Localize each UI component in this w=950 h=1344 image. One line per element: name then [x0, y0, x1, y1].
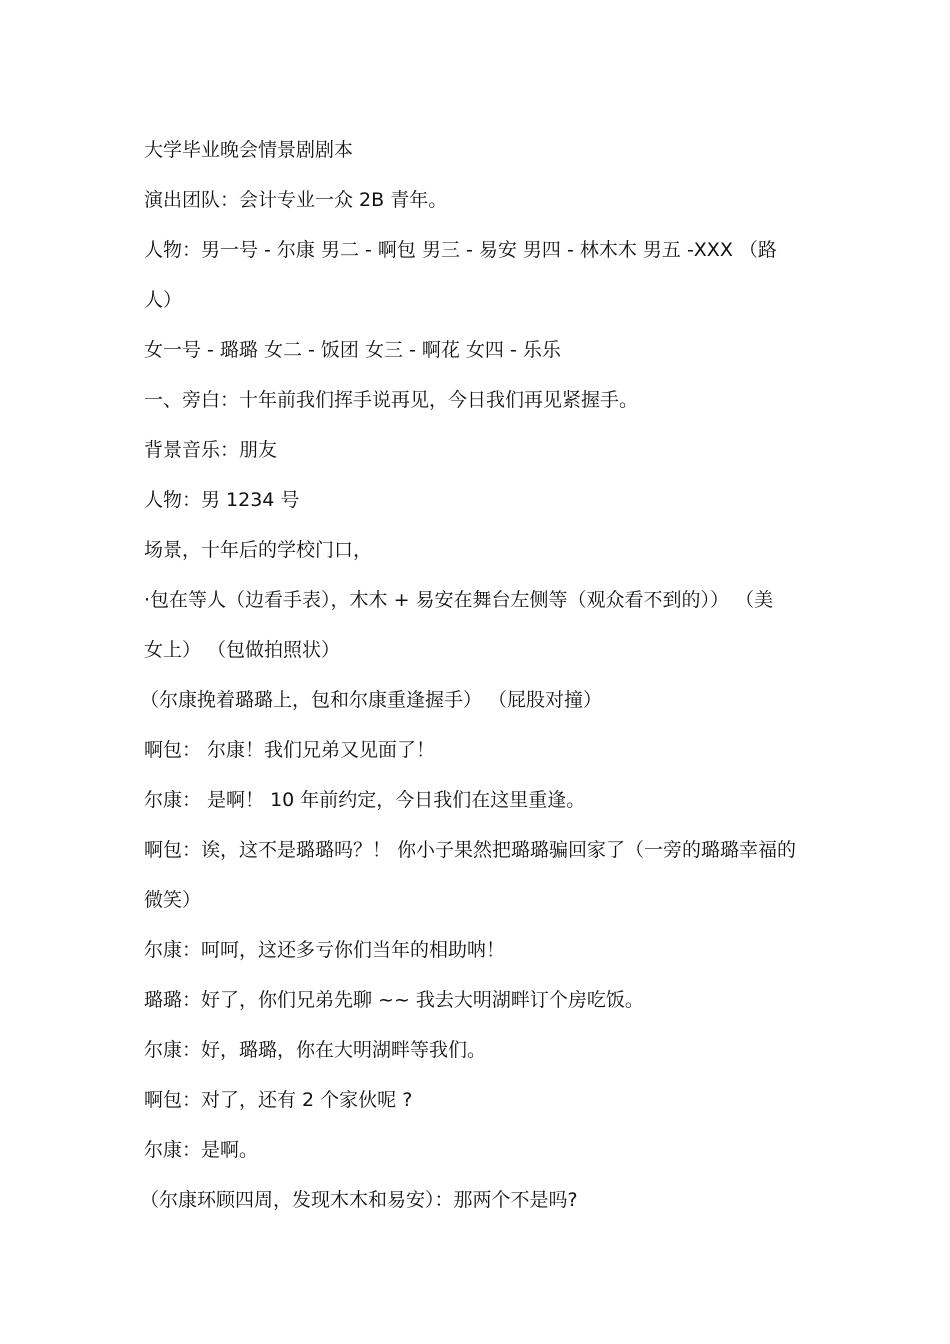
text-line-characters-male-cont: 人） [144, 289, 183, 311]
text-line-characters-male: 人物：男一号 - 尔康 男二 - 啊包 男三 - 易安 男四 - 林木木 男五 -XXX （路 [144, 239, 777, 261]
dialogue-line: 璐璐：好了，你们兄弟先聊 ~~ 我去大明湖畔订个房吃饭。 [144, 989, 644, 1011]
dialogue-line: 啊包： 尔康！我们兄弟又见面了！ [144, 739, 436, 761]
dialogue-line: 尔康：呵呵，这还多亏你们当年的相助呐！ [144, 939, 506, 961]
text-line-scene: 场景，十年后的学校门口， [144, 539, 373, 561]
dialogue-line: 尔康： 是啊！ 10 年前约定，今日我们在这里重逢。 [144, 789, 586, 811]
text-line-scene-characters: 人物：男 1234 号 [144, 489, 300, 511]
text-line-stage-direction-cont: 女上） （包做拍照状） [144, 639, 341, 661]
text-line-stage-direction: ·包在等人（边看手表），木木 + 易安在舞台左侧等（观众看不到的）） （美 [144, 589, 774, 611]
text-line-stage-direction-2: （尔康挽着璐璐上，包和尔康重逢握手） （屁股对撞） [140, 689, 603, 711]
text-line-music: 背景音乐：朋友 [144, 439, 278, 461]
dialogue-line: 尔康：是啊。 [144, 1139, 259, 1161]
text-line-characters-female: 女一号 - 璐璐 女二 - 饭团 女三 - 啊花 女四 - 乐乐 [144, 339, 561, 361]
text-line-narration: 一、旁白：十年前我们挥手说再见，今日我们再见紧握手。 [144, 389, 639, 411]
document-title: 大学毕业晚会情景剧剧本 [144, 139, 354, 161]
dialogue-line: （尔康环顾四周，发现木木和易安）：那两个不是吗? [140, 1189, 578, 1211]
dialogue-line-cont: 微笑） [144, 889, 202, 911]
text-line-performers: 演出团队：会计专业一众 2B 青年。 [144, 189, 448, 211]
dialogue-line: 啊包：对了，还有 2 个家伙呢 ? [144, 1089, 413, 1111]
document-body [140, 132, 804, 1232]
dialogue-line: 尔康：好，璐璐，你在大明湖畔等我们。 [144, 1039, 487, 1061]
dialogue-line: 啊包：诶，这不是璐璐吗？！ 你小子果然把璐璐骗回家了（一旁的璐璐幸福的 [144, 839, 797, 861]
